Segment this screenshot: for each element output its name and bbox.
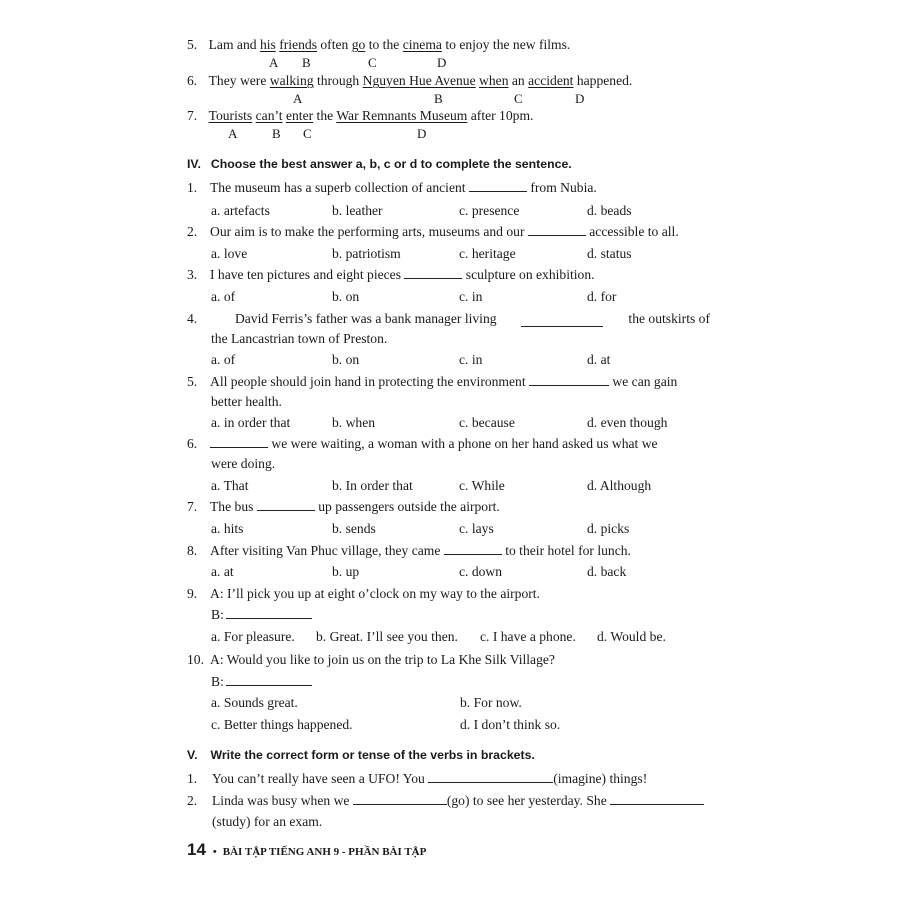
answer-blank xyxy=(210,436,268,448)
question-5-line-2: better health. xyxy=(211,394,282,409)
option-d: d. status xyxy=(587,246,632,261)
option-b: b. sends xyxy=(332,521,376,536)
answer-blank xyxy=(428,771,553,783)
letter-label: C xyxy=(303,126,312,141)
option-c: c. While xyxy=(459,478,505,493)
book-title: BÀI TẬP TIẾNG ANH 9 - PHẦN BÀI TẬP xyxy=(222,846,427,858)
option-a: a. That xyxy=(211,478,249,493)
option-a: a. in order that xyxy=(211,415,291,430)
option-a: a. For pleasure. xyxy=(211,629,295,644)
verb-item-1: 1. You can’t really have seen a UFO! You (imagine) things! xyxy=(187,771,648,786)
answer-blank xyxy=(353,793,447,805)
answer-blank xyxy=(257,499,315,511)
option-d: d. for xyxy=(587,289,617,304)
option-d: d. Although xyxy=(587,478,652,493)
option-b: b. leather xyxy=(332,203,383,218)
answer-blank xyxy=(444,543,502,555)
page-footer xyxy=(187,840,426,860)
letter-label: C xyxy=(368,55,377,70)
question-7: 7. The bus up passengers outside the airport. xyxy=(187,499,500,514)
option-a: a. of xyxy=(211,352,236,367)
question-10: 10. A: Would you like to join us on the trip to La Khe Silk Village? xyxy=(187,652,555,667)
question-6: 6. we were waiting, a woman with a phone on her hand asked us what we xyxy=(187,436,658,451)
verb-item-2: 2. Linda was busy when we (go) to see her yesterday. She xyxy=(187,793,704,809)
option-d: d. Would be. xyxy=(597,629,666,644)
underline-item-5: 5. Lam and his friends often go to the cinema to enjoy the new films. xyxy=(187,37,571,52)
letter-label: C xyxy=(514,91,523,106)
letter-label: B xyxy=(434,91,443,106)
letter-label: B xyxy=(302,55,311,70)
option-b: b. when xyxy=(332,415,376,430)
option-a: a. Sounds great. xyxy=(211,695,298,710)
letter-label: A xyxy=(228,126,238,141)
option-a: a. love xyxy=(211,246,248,261)
letter-label: D xyxy=(417,126,427,141)
question-4: 4. David Ferris’s father was a bank manager living the outskirts of xyxy=(187,311,710,326)
answer-blank xyxy=(226,607,312,619)
option-b: b. Great. I’ll see you then. xyxy=(316,629,458,644)
question-2: 2. Our aim is to make the performing arts, museums and our accessible to all. xyxy=(187,224,679,239)
answer-blank xyxy=(404,267,462,279)
option-c: c. I have a phone. xyxy=(480,629,576,644)
option-d: d. beads xyxy=(587,203,632,218)
letter-label: B xyxy=(272,126,281,141)
underline-item-7: 7. Tourists can’t enter the War Remnants Museum after 10pm. xyxy=(187,108,534,123)
verb-item-2-line-2: (study) for an exam. xyxy=(212,814,323,829)
footer-bullet: • xyxy=(212,846,217,858)
option-c: c. Better things happened. xyxy=(211,717,353,732)
question-9: 9. A: I’ll pick you up at eight o’clock on my way to the airport. xyxy=(187,586,540,601)
question-1: 1. The museum has a superb collection of ancient from Nubia. xyxy=(187,180,597,195)
question-8: 8. After visiting Van Phuc village, they came to their hotel for lunch. xyxy=(187,543,631,558)
option-b: b. In order that xyxy=(332,478,413,493)
option-a: a. hits xyxy=(211,521,244,536)
answer-blank xyxy=(521,315,603,327)
page-number: 14 xyxy=(187,840,206,859)
answer-blank xyxy=(528,224,586,236)
question-5: 5. All people should join hand in protecting the environment we can gain xyxy=(187,374,678,389)
letter-label: D xyxy=(575,91,585,106)
option-d: d. I don’t think so. xyxy=(460,717,561,732)
question-3: 3. I have ten pictures and eight pieces sculpture on exhibition. xyxy=(187,267,595,282)
question-6-line-2: were doing. xyxy=(211,456,276,471)
option-b: b. For now. xyxy=(460,695,522,710)
answer-blank xyxy=(610,793,704,805)
option-a: a. of xyxy=(211,289,236,304)
letter-label: A xyxy=(293,91,303,106)
letter-label: A xyxy=(269,55,279,70)
option-c: c. in xyxy=(459,352,483,367)
option-d: d. picks xyxy=(587,521,630,536)
underline-item-6: 6. They were walking through Nguyen Hue Avenue when an accident happened. xyxy=(187,73,633,88)
question-10-b-line: B: xyxy=(211,674,312,690)
question-9-b-line: B: xyxy=(211,607,312,623)
option-b: b. patriotism xyxy=(332,246,401,261)
option-a: a. at xyxy=(211,564,234,579)
option-c: c. in xyxy=(459,289,483,304)
section-4-heading: IV. Choose the best answer a, b, c or d to complete the sentence. xyxy=(187,157,572,171)
option-c: c. presence xyxy=(459,203,520,218)
option-c: c. down xyxy=(459,564,503,579)
question-4-line-2: the Lancastrian town of Preston. xyxy=(211,331,388,346)
answer-blank xyxy=(469,180,527,192)
option-d: d. at xyxy=(587,352,611,367)
option-c: c. because xyxy=(459,415,515,430)
option-c: c. heritage xyxy=(459,246,516,261)
option-b: b. up xyxy=(332,564,360,579)
option-c: c. lays xyxy=(459,521,494,536)
option-b: b. on xyxy=(332,289,360,304)
answer-blank xyxy=(226,674,312,686)
section-5-heading: V. Write the correct form or tense of the verbs in brackets. xyxy=(187,748,535,762)
option-b: b. on xyxy=(332,352,360,367)
option-a: a. artefacts xyxy=(211,203,270,218)
option-d: d. back xyxy=(587,564,627,579)
answer-blank xyxy=(529,374,609,386)
option-d: d. even though xyxy=(587,415,668,430)
letter-label: D xyxy=(437,55,447,70)
workbook-page xyxy=(127,0,767,900)
